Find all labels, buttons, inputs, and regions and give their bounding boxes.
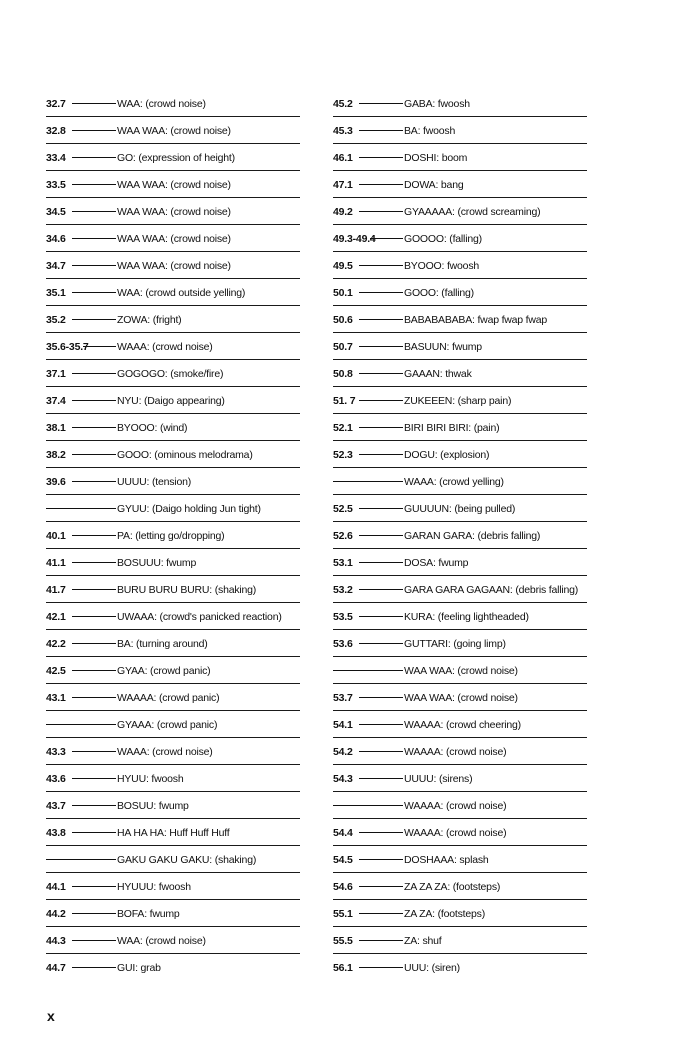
glossary-entry [46, 171, 300, 198]
leader-line [359, 724, 403, 725]
glossary-entry [46, 117, 300, 144]
leader-line [359, 157, 403, 158]
sound-effect-translation: ZOWA: (fright) [117, 314, 182, 326]
leader-line [72, 130, 116, 131]
sound-effect-translation: WAAA: (crowd yelling) [404, 476, 504, 488]
page-panel-reference: 47.1 [333, 179, 353, 191]
sound-effect-translation: WAA WAA: (crowd noise) [117, 125, 231, 137]
glossary-entry [46, 333, 300, 360]
page-panel-reference: 42.5 [46, 665, 66, 677]
leader-line [359, 454, 403, 455]
page-panel-reference: 45.2 [333, 98, 353, 110]
leader-line [359, 103, 403, 104]
glossary-entry [333, 522, 587, 549]
page-panel-reference: 44.3 [46, 935, 66, 947]
page-panel-reference: 55.1 [333, 908, 353, 920]
leader-line [72, 265, 116, 266]
leader-line [359, 643, 403, 644]
glossary-entry [46, 495, 300, 522]
leader-line [359, 562, 403, 563]
page-panel-reference: 33.5 [46, 179, 66, 191]
page-panel-reference: 52.3 [333, 449, 353, 461]
leader-line [359, 130, 403, 131]
glossary-entry [333, 954, 587, 981]
sound-effect-translation: UUU: (siren) [404, 962, 460, 974]
glossary-entry [333, 657, 587, 684]
leader-line [359, 427, 403, 428]
glossary-entry [333, 90, 587, 117]
glossary-entry [333, 306, 587, 333]
glossary-entry [333, 873, 587, 900]
leader-line [72, 697, 116, 698]
sound-effect-translation: PA: (letting go/dropping) [117, 530, 225, 542]
glossary-entry [46, 900, 300, 927]
leader-line [359, 373, 403, 374]
glossary-entry [333, 738, 587, 765]
leader-line [72, 454, 116, 455]
page-panel-reference: 43.7 [46, 800, 66, 812]
leader-line [359, 913, 403, 914]
leader-line [72, 184, 116, 185]
glossary-entry [46, 468, 300, 495]
glossary-entry [46, 765, 300, 792]
page-panel-reference: 50.1 [333, 287, 353, 299]
page-panel-reference: 38.2 [46, 449, 66, 461]
sound-effect-translation: GAAAN: thwak [404, 368, 472, 380]
glossary-entry [46, 414, 300, 441]
glossary-entry [333, 441, 587, 468]
leader-line [359, 265, 403, 266]
right-column [333, 90, 587, 981]
leader-line [359, 589, 403, 590]
sound-effect-translation: WAA: (crowd noise) [117, 935, 206, 947]
page-panel-reference: 53.6 [333, 638, 353, 650]
page-panel-reference: 44.2 [46, 908, 66, 920]
page-panel-reference: 43.6 [46, 773, 66, 785]
sound-effect-translation: ZA ZA ZA: (footsteps) [404, 881, 501, 893]
sound-effect-translation: WAA: (crowd outside yelling) [117, 287, 246, 299]
leader-line [72, 967, 116, 968]
glossary-entry [46, 954, 300, 981]
leader-line [72, 400, 116, 401]
glossary-entry [46, 198, 300, 225]
sound-effect-translation: DOGU: (explosion) [404, 449, 490, 461]
sound-effect-translation: BOSUUU: fwump [117, 557, 197, 569]
leader-line [333, 805, 403, 806]
page-panel-reference: 54.4 [333, 827, 353, 839]
sound-effect-translation: GOOO: (falling) [404, 287, 474, 299]
page-panel-reference: 37.4 [46, 395, 66, 407]
glossary-entry [333, 144, 587, 171]
sound-effect-translation: UUUU: (tension) [117, 476, 192, 488]
sound-effect-translation: BURU BURU BURU: (shaking) [117, 584, 257, 596]
glossary-entry [46, 927, 300, 954]
page-panel-reference: 54.1 [333, 719, 353, 731]
glossary-entry [333, 792, 587, 819]
leader-line [46, 859, 116, 860]
leader-line [72, 643, 116, 644]
leader-line [72, 292, 116, 293]
page-panel-reference: 34.7 [46, 260, 66, 272]
glossary-entry [46, 441, 300, 468]
glossary-entry [333, 603, 587, 630]
page-panel-reference: 53.2 [333, 584, 353, 596]
leader-line [359, 859, 403, 860]
page-panel-reference: 35.1 [46, 287, 66, 299]
glossary-entry [333, 279, 587, 306]
page-panel-reference: 49.3-49.4 [333, 233, 376, 245]
leader-line [359, 211, 403, 212]
leader-line [72, 481, 116, 482]
sound-effect-translation: BYOOO: fwoosh [404, 260, 480, 272]
glossary-entry [333, 549, 587, 576]
sound-effect-translation: DOSHI: boom [404, 152, 468, 164]
sound-effect-translation: WAA WAA: (crowd noise) [117, 233, 231, 245]
glossary-entry [46, 279, 300, 306]
leader-line [72, 535, 116, 536]
page-panel-reference: 49.5 [333, 260, 353, 272]
leader-line [46, 508, 116, 509]
sound-effect-translation: GOOOO: (falling) [404, 233, 482, 245]
leader-line [359, 778, 403, 779]
sound-effect-translation: GARA GARA GAGAAN: (debris falling) [404, 584, 579, 596]
sound-effect-translation: WAA WAA: (crowd noise) [404, 665, 518, 677]
glossary-entry [46, 576, 300, 603]
leader-line [359, 346, 403, 347]
glossary-entry [46, 684, 300, 711]
glossary-entry [333, 765, 587, 792]
leader-line [72, 157, 116, 158]
sound-effect-translation: WAA WAA: (crowd noise) [117, 179, 231, 191]
page-panel-reference: 49.2 [333, 206, 353, 218]
sound-effect-translation: UWAAA: (crowd's panicked reaction) [117, 611, 282, 623]
leader-line [72, 103, 116, 104]
sound-effect-translation: BASUUN: fwump [404, 341, 482, 353]
sound-effect-translation: NYU: (Daigo appearing) [117, 395, 225, 407]
leader-line [72, 562, 116, 563]
leader-line [359, 508, 403, 509]
leader-line [359, 292, 403, 293]
sound-effect-translation: WAAAA: (crowd cheering) [404, 719, 521, 731]
page-panel-reference: 50.7 [333, 341, 353, 353]
glossary-entry [46, 603, 300, 630]
sound-effect-translation: DOWA: bang [404, 179, 464, 191]
sound-effect-translation: ZUKEEEN: (sharp pain) [404, 395, 512, 407]
glossary-entry [46, 360, 300, 387]
page-panel-reference: 50.8 [333, 368, 353, 380]
page-panel-reference: 34.5 [46, 206, 66, 218]
page-panel-reference: 40.1 [46, 530, 66, 542]
sound-effect-translation: BABABABABA: fwap fwap fwap [404, 314, 548, 326]
page-panel-reference: 42.2 [46, 638, 66, 650]
page-panel-reference: 50.6 [333, 314, 353, 326]
page-panel-reference: 44.1 [46, 881, 66, 893]
glossary-entry [333, 252, 587, 279]
sound-effect-translation: GYAAAAA: (crowd screaming) [404, 206, 541, 218]
glossary-entry [46, 846, 300, 873]
glossary-entry [333, 360, 587, 387]
glossary-entry [46, 873, 300, 900]
glossary-entry [333, 630, 587, 657]
page-panel-reference: 45.3 [333, 125, 353, 137]
sound-effect-translation: WAAA: (crowd noise) [117, 341, 213, 353]
sound-effect-translation: BIRI BIRI BIRI: (pain) [404, 422, 500, 434]
sound-effect-translation: GUUUUN: (being pulled) [404, 503, 516, 515]
leader-line [359, 967, 403, 968]
leader-line [359, 616, 403, 617]
leader-line [72, 427, 116, 428]
sound-effect-translation: HYUUU: fwoosh [117, 881, 191, 893]
glossary-entry [46, 819, 300, 846]
sound-effect-translation: GOGOGO: (smoke/fire) [117, 368, 224, 380]
page-panel-reference: 52.1 [333, 422, 353, 434]
page-panel-reference: 41.7 [46, 584, 66, 596]
glossary-entry [46, 792, 300, 819]
page-panel-reference: 43.1 [46, 692, 66, 704]
sound-effect-translation: GUI: grab [117, 962, 161, 974]
sound-effect-translation: ZA: shuf [404, 935, 442, 947]
glossary-entry [46, 738, 300, 765]
page-panel-reference: 53.1 [333, 557, 353, 569]
leader-line [72, 238, 116, 239]
sound-effect-translation: DOSA: fwump [404, 557, 469, 569]
leader-line [72, 616, 116, 617]
sound-effect-translation: WAA WAA: (crowd noise) [117, 260, 231, 272]
sound-effect-translation: GUTTARI: (going limp) [404, 638, 506, 650]
leader-line [72, 940, 116, 941]
leader-line [333, 481, 403, 482]
page-panel-reference: 42.1 [46, 611, 66, 623]
page-panel-reference: 35.6-35.7 [46, 341, 89, 353]
leader-line [72, 319, 116, 320]
glossary-entry [46, 522, 300, 549]
leader-line [333, 670, 403, 671]
leader-line [46, 724, 116, 725]
page-panel-reference: 32.7 [46, 98, 66, 110]
page-panel-reference: 38.1 [46, 422, 66, 434]
glossary-entry [46, 144, 300, 171]
glossary-entry [333, 468, 587, 495]
leader-line [359, 832, 403, 833]
page-panel-reference: 46.1 [333, 152, 353, 164]
sound-effect-translation: GYAA: (crowd panic) [117, 665, 211, 677]
glossary-entry [46, 90, 300, 117]
glossary-entry [333, 117, 587, 144]
sound-effect-translation: GYAAA: (crowd panic) [117, 719, 218, 731]
page-panel-reference: 52.5 [333, 503, 353, 515]
page-panel-reference: 43.3 [46, 746, 66, 758]
sound-effect-translation: GOOO: (ominous melodrama) [117, 449, 253, 461]
sound-effect-translation: UUUU: (sirens) [404, 773, 473, 785]
page-panel-reference: 54.5 [333, 854, 353, 866]
sound-effect-translation: WAAAA: (crowd panic) [117, 692, 220, 704]
sound-effect-translation: WAAAA: (crowd noise) [404, 800, 507, 812]
glossary-entry [333, 225, 587, 252]
glossary-entry [333, 333, 587, 360]
glossary-entry [46, 549, 300, 576]
leader-line [72, 751, 116, 752]
leader-line [359, 400, 403, 401]
sound-effect-translation: GARAN GARA: (debris falling) [404, 530, 541, 542]
sound-effect-translation: GO: (expression of height) [117, 152, 235, 164]
leader-line [370, 238, 403, 239]
sound-effect-translation: WAA WAA: (crowd noise) [117, 206, 231, 218]
glossary-entry [46, 630, 300, 657]
left-column [46, 90, 300, 981]
sound-effect-translation: WAAAA: (crowd noise) [404, 746, 507, 758]
sound-effect-translation: GABA: fwoosh [404, 98, 470, 110]
leader-line [72, 778, 116, 779]
leader-line [83, 346, 116, 347]
page-panel-reference: 39.6 [46, 476, 66, 488]
glossary-entry [46, 252, 300, 279]
glossary-entry [333, 387, 587, 414]
leader-line [72, 832, 116, 833]
leader-line [359, 319, 403, 320]
sound-effect-translation: BYOOO: (wind) [117, 422, 188, 434]
sound-effect-translation: ZA ZA: (footsteps) [404, 908, 486, 920]
glossary-entry [333, 414, 587, 441]
glossary-entry [333, 171, 587, 198]
leader-line [72, 373, 116, 374]
leader-line [359, 184, 403, 185]
leader-line [359, 535, 403, 536]
glossary-entry [333, 711, 587, 738]
glossary-entry [333, 684, 587, 711]
page-panel-reference: 43.8 [46, 827, 66, 839]
leader-line [359, 751, 403, 752]
glossary-entry [333, 576, 587, 603]
page-panel-reference: 32.8 [46, 125, 66, 137]
glossary-entry [46, 225, 300, 252]
glossary-entry [46, 657, 300, 684]
page-panel-reference: 33.4 [46, 152, 66, 164]
sound-effect-translation: WAA WAA: (crowd noise) [404, 692, 518, 704]
page-panel-reference: 53.7 [333, 692, 353, 704]
sound-effect-translation: HYUU: fwoosh [117, 773, 184, 785]
glossary-entry [333, 819, 587, 846]
leader-line [72, 913, 116, 914]
page-panel-reference: 44.7 [46, 962, 66, 974]
sound-effect-translation: GYUU: (Daigo holding Jun tight) [117, 503, 261, 515]
leader-line [359, 886, 403, 887]
glossary-entry [333, 927, 587, 954]
leader-line [72, 211, 116, 212]
leader-line [72, 670, 116, 671]
leader-line [72, 589, 116, 590]
page-panel-reference: 54.6 [333, 881, 353, 893]
leader-line [72, 886, 116, 887]
page-panel-reference: 55.5 [333, 935, 353, 947]
glossary-entry [333, 495, 587, 522]
page-folio: x [47, 1008, 55, 1024]
page-panel-reference: 54.2 [333, 746, 353, 758]
page-panel-reference: 54.3 [333, 773, 353, 785]
page-panel-reference: 53.5 [333, 611, 353, 623]
page-panel-reference: 34.6 [46, 233, 66, 245]
glossary-entry [46, 306, 300, 333]
page-panel-reference: 41.1 [46, 557, 66, 569]
page-panel-reference: 52.6 [333, 530, 353, 542]
leader-line [359, 697, 403, 698]
glossary-entry [333, 846, 587, 873]
page-panel-reference: 37.1 [46, 368, 66, 380]
page-panel-reference: 56.1 [333, 962, 353, 974]
glossary-entry [333, 198, 587, 225]
glossary-entry [46, 711, 300, 738]
sound-effect-translation: WAA: (crowd noise) [117, 98, 206, 110]
leader-line [72, 805, 116, 806]
sound-effect-translation: GAKU GAKU GAKU: (shaking) [117, 854, 257, 866]
sound-effect-translation: DOSHAAA: splash [404, 854, 489, 866]
sound-effect-translation: WAAA: (crowd noise) [117, 746, 213, 758]
sound-effect-translation: BOSUU: fwump [117, 800, 189, 812]
sound-effect-translation: WAAAA: (crowd noise) [404, 827, 507, 839]
leader-line [359, 940, 403, 941]
page-panel-reference: 35.2 [46, 314, 66, 326]
sound-effect-translation: BA: (turning around) [117, 638, 208, 650]
glossary-entry [333, 900, 587, 927]
glossary-entry [46, 387, 300, 414]
sound-effect-translation: KURA: (feeling lightheaded) [404, 611, 529, 623]
sound-effect-translation: BOFA: fwump [117, 908, 180, 920]
sound-effect-translation: HA HA HA: Huff Huff Huff [117, 827, 230, 839]
page-panel-reference: 51. 7 [333, 395, 356, 407]
sound-effect-translation: BA: fwoosh [404, 125, 456, 137]
